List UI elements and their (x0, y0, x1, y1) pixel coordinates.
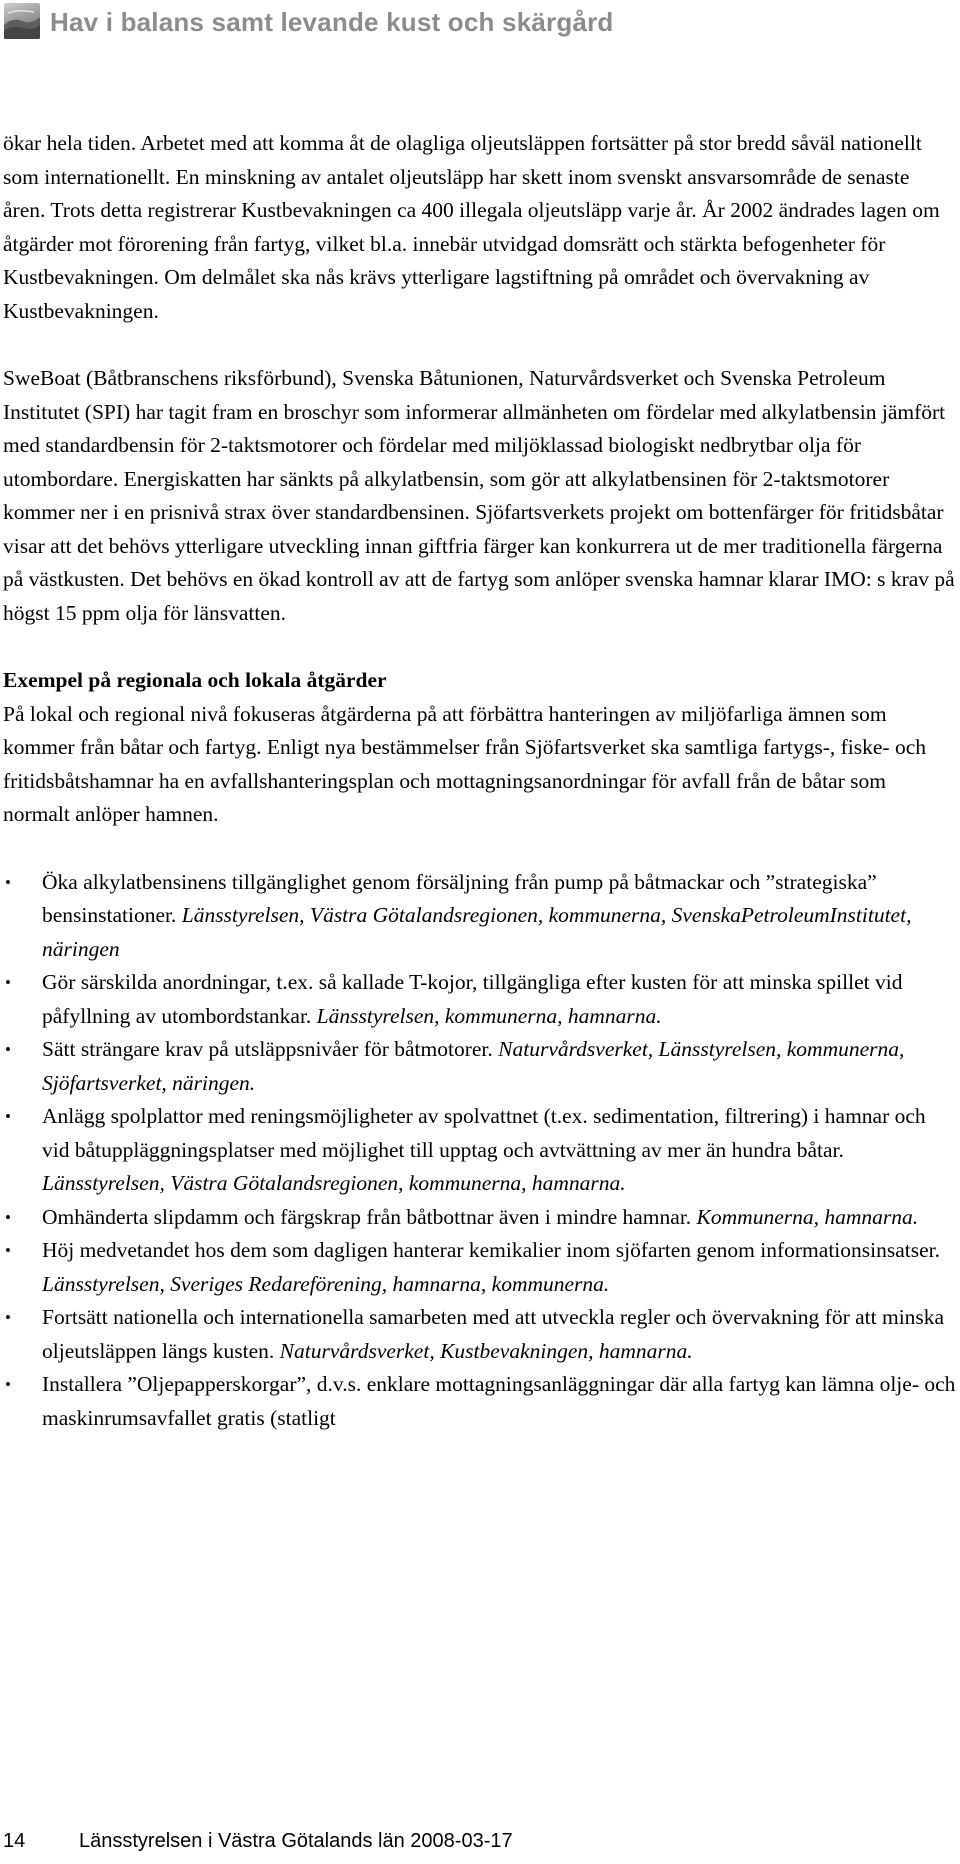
measure-text: Installera ”Oljepapperskorgar”, d.v.s. enklare mottagningsanläggningar där alla fartyg kan lämna olje- och maskinrumsavfallet gratis (statligt (42, 1372, 956, 1430)
responsible-parties: Länsstyrelsen, Västra Götalandsregionen, kommunerna, SvenskaPetroleumInstitutet, näringen (42, 903, 912, 961)
paragraph-local-measures: På lokal och regional nivå fokuseras åtgärderna på att förbättra hanteringen av miljöfarliga ämnen som kommer från båtar och fartyg. Enligt nya bestämmelser från Sjöfartsverket ska samtliga fartygs-, fiske- och fritidsbåtshamnar ha en avfallshanteringsplan och mottagningsanordningar för avfall från de båtar som normalt anlöper hamnen. (3, 701, 926, 826)
page-header (0, 0, 960, 56)
header-title: Hav i balans samt levande kust och skärgård (50, 7, 614, 37)
section-heading: Exempel på regionala och lokala åtgärder (3, 668, 387, 692)
measure-text: Omhänderta slipdamm och färgskrap från båtbottnar även i mindre hamnar. (42, 1204, 697, 1229)
page-number: 14 (3, 1830, 26, 1852)
measure-text: Fortsätt nationella och internationella samarbeten med att utveckla regler och övervakning för att minska oljeutsläppen längs kusten. (42, 1305, 945, 1363)
responsible-parties: Naturvårdsverket, Kustbevakningen, hamnarna. (279, 1338, 693, 1363)
list-item (3, 866, 957, 967)
measures-list (3, 866, 957, 1436)
measure-text: Anlägg spolplattor med reningsmöjligheter av spolvattnet (t.ex. sedimentation, filtrering) i hamnar och vid båtuppläggningsplatser med möjlighet till upptag och avtvättning av mer än hundra båtar. (42, 1104, 926, 1162)
responsible-parties: Kommunerna, hamnarna. (696, 1204, 919, 1229)
document-body (3, 127, 957, 1435)
responsible-parties: Naturvårdsverket, Länsstyrelsen, kommunerna, Sjöfartsverket, näringen. (42, 1037, 905, 1095)
bullet-icon: • (5, 1040, 11, 1059)
list-item (3, 1301, 957, 1368)
list-item (3, 966, 957, 1033)
list-item (3, 1201, 957, 1235)
list-item (3, 1368, 957, 1435)
measure-text: Höj medvetandet hos dem som dagligen hanterar kemikalier inom sjöfarten genom informationsinsatser. (42, 1238, 940, 1262)
bullet-icon: • (5, 1207, 11, 1227)
bullet-icon: • (5, 1375, 11, 1394)
bullet-icon: • (5, 1308, 11, 1327)
page-footer (3, 1830, 513, 1853)
measure-text: Gör särskilda anordningar, t.ex. så kallade T-kojor, tillgängliga efter kusten för att minska spillet vid påfyllning av utombordstankar. (42, 970, 903, 1028)
list-item (3, 1100, 957, 1201)
list-item (3, 1234, 957, 1301)
responsible-parties: Länsstyrelsen, Sveriges Redareförening, hamnarna, kommunerna. (42, 1271, 610, 1296)
list-item (3, 1033, 957, 1100)
bullet-icon: • (5, 1107, 11, 1126)
bullet-icon: • (5, 1241, 11, 1260)
bullet-icon: • (5, 872, 11, 892)
paragraph-oil-discharges: ökar hela tiden. Arbetet med att komma åt de olagliga oljeutsläppen fortsätter på stor bredd såväl nationellt som internationellt. En minskning av antalet oljeutsläpp har skett inom svenskt ansvarsområde de senaste åren. Trots detta registrerar Kustbevakningen ca 400 illegala oljeutsläpp varje år. År 2002 ändrades lagen om åtgärder mot förorening från fartyg, vilket bl.a. innebär utvidgad domsrätt och stärkta befogenheter för Kustbevakningen. Om delmålet ska nås krävs ytterligare lagstiftning på området och övervakning av Kustbevakningen. (3, 131, 940, 323)
coastal-landscape-icon (4, 3, 40, 39)
footer-text: Länsstyrelsen i Västra Götalands län 2008-03-17 (79, 1830, 513, 1852)
measure-text: Sätt strängare krav på utsläppsnivåer för båtmotorer. (42, 1037, 499, 1061)
paragraph-sweboat: SweBoat (Båtbranschens riksförbund), Svenska Båtunionen, Naturvårdsverket och Svenska Petroleum Institutet (SPI) har tagit fram en broschyr som informerar allmänheten om fördelar med alkylatbensin jämfört med standardbensin för 2-taktsmotorer och fördelar med miljöklassad biologiskt nedbrytbar olja för utombordare. Energiskatten har sänkts på alkylatbensin, som gör att alkylatbensinen för 2-taktsmotorer kommer ner i en prisnivå strax över standardbensinen. Sjöfartsverkets projekt om bottenfärger för fritidsbåtar visar att det behövs ytterligare utveckling innan giftfria färger kan konkurrera ut de mer traditionella färgerna på västkusten. Det behövs en ökad kontroll av att de fartyg som anlöper svenska hamnar klarar IMO: s krav på högst 15 ppm olja för länsvatten. (3, 366, 955, 625)
measure-text: Öka alkylatbensinens tillgänglighet genom försäljning från pump på båtmackar och ”strategiska” bensinstationer. (42, 869, 877, 927)
responsible-parties: Länsstyrelsen, Västra Götalandsregionen, kommunerna, hamnarna. (42, 1171, 626, 1195)
bullet-icon: • (5, 973, 11, 992)
responsible-parties: Länsstyrelsen, kommunerna, hamnarna. (316, 1003, 662, 1028)
